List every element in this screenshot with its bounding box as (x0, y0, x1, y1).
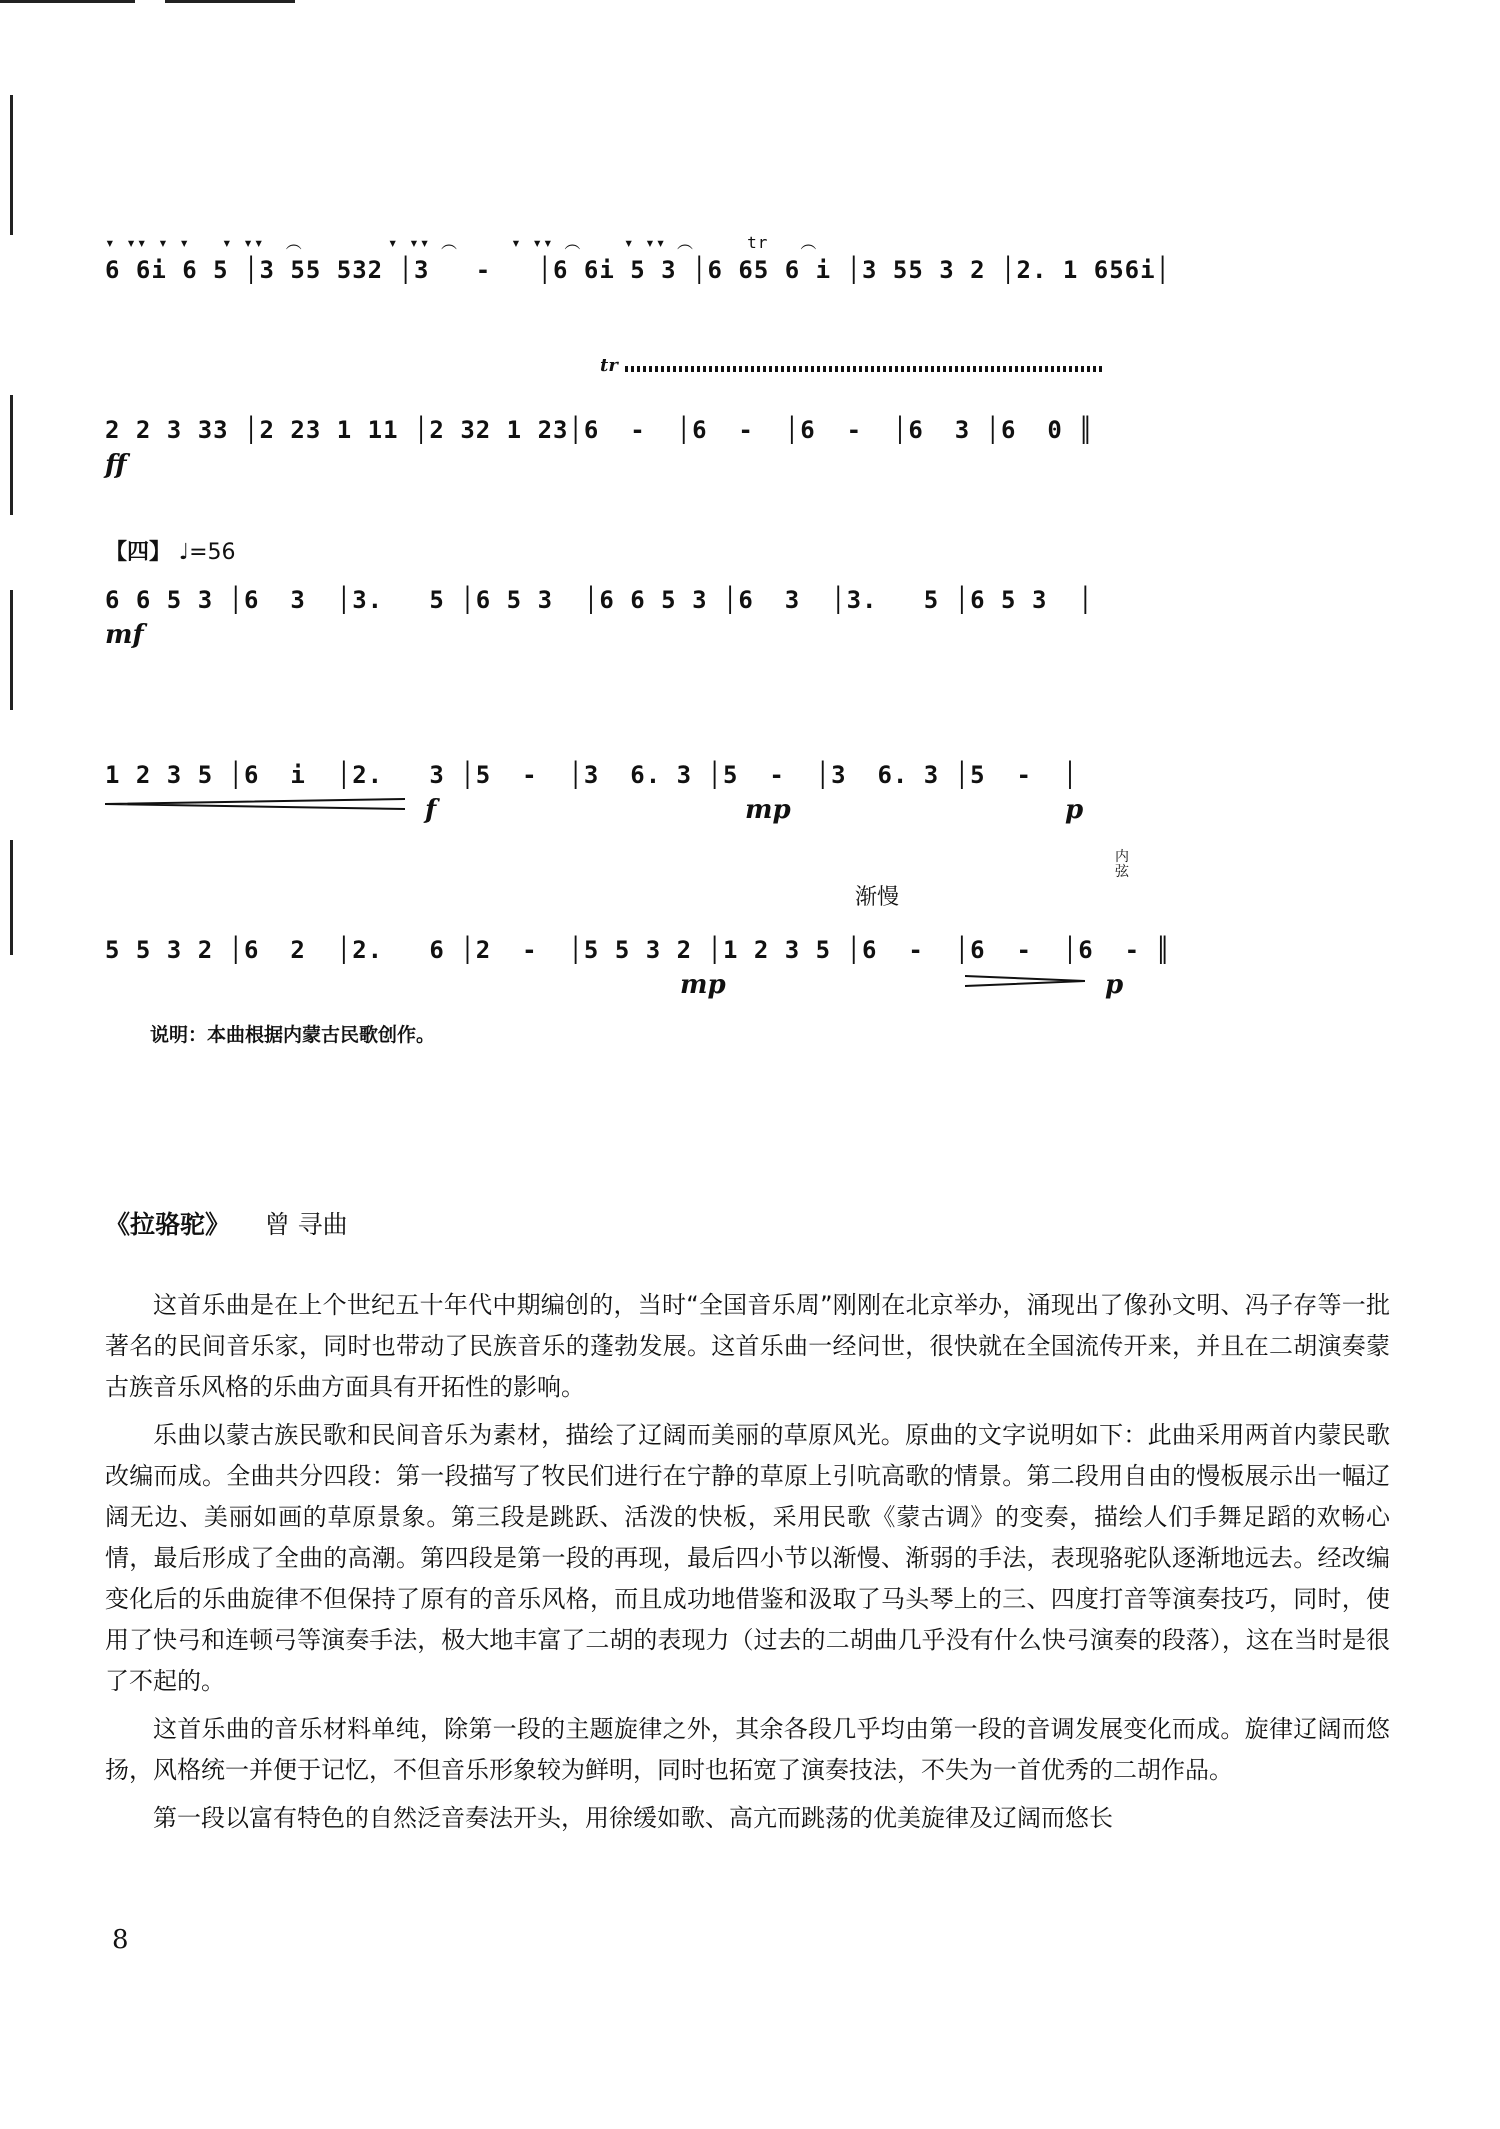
row-notes: 2 2 3 33 │2 23 1 11 │2 32 1 23│6 - │6 - │6 - │6 3 │6 0 ║ (105, 416, 1094, 444)
paragraph: 这首乐曲的音乐材料单纯，除第一段的主题旋律之外，其余各段几乎均由第一段的音调发展变化而成。旋律辽阔而悠扬，风格统一并便于记忆，不但音乐形象较为鲜明，同时也拓宽了演奏技法，不失为一首优秀的二胡作品。 (105, 1715, 1390, 1784)
score-row-1 (105, 230, 1395, 310)
trill-mark: tr (600, 355, 618, 376)
top-edge-line (0, 0, 135, 3)
score-note: 说明：本曲根据内蒙古民歌创作。 (150, 1024, 436, 1046)
paragraph: 乐曲以蒙古族民歌和民间音乐为素材，描绘了辽阔而美丽的草原风光。原曲的文字说明如下：此曲采用两首内蒙民歌改编而成。全曲共分四段：第一段描写了牧民们进行在宁静的草原上引吭高歌的情景。第二段用自由的慢板展示出一幅辽阔无边、美丽如画的草原景象。第三段是跳跃、活泼的快板，采用民歌《蒙古调》的变奏，描绘人们手舞足蹈的欢畅心情，最后形成了全曲的高潮。第四段是第一段的再现，最后四小节以渐慢、渐弱的手法，表现骆驼队逐渐地远去。经改编变化后的乐曲旋律不但保持了原有的音乐风格，而且成功地借鉴和汲取了马头琴上的三、四度打音等演奏技巧，同时，使用了快弓和连顿弓等演奏手法，极大地丰富了二胡的表现力（过去的二胡曲几乎没有什么快弓演奏的段落），这在当时是很了不起的。 (105, 1421, 1390, 1695)
score-row-5 (105, 910, 1395, 1000)
left-edge-line (10, 95, 13, 235)
dynamic-mark: mf (105, 620, 144, 650)
row-notes: 1 2 3 5 │6 i │2. 3 │5 - │3 6. 3 │5 - │3 6. 3 │5 - │ (105, 761, 1079, 789)
row-notes: 5 5 3 2 │6 2 │2. 6 │2 - │5 5 3 2 │1 2 3 5 │6 - │6 - │6 - ║ (105, 936, 1171, 964)
body-text (105, 1285, 1390, 1846)
crescendo-hairpin (105, 797, 405, 811)
score-row-4 (105, 735, 1395, 825)
dynamic-mark: f (425, 795, 437, 825)
left-edge-line (10, 590, 13, 710)
top-edge-line (165, 0, 295, 3)
row-marks: ▾ ▾▾ ▾ ▾ ▾ ▾▾ ︵ ▾ ▾▾ ︵ ▾ ▾▾ ︵ ▾ ▾▾ ︵ tr ︵ (105, 233, 818, 252)
score-row-3 (105, 560, 1395, 650)
piece-composer: 曾 寻曲 (264, 1210, 348, 1239)
score-row-2 (105, 390, 1395, 480)
left-edge-line (10, 840, 13, 955)
row-notes: 6 6 5 3 │6 3 │3. 5 │6 5 3 │6 6 5 3 │6 3 │3. 5 │6 5 3 │ (105, 586, 1094, 614)
page-number: 8 (112, 1925, 129, 1955)
dynamic-mark: ff (105, 450, 127, 480)
dynamic-mark: mp (745, 795, 791, 825)
section-label: 【四】 ♩=56 (105, 540, 236, 565)
tempo-marking: 渐慢 (855, 885, 900, 910)
inner-string-mark: 内弦 (1115, 849, 1129, 880)
paragraph: 这首乐曲是在上个世纪五十年代中期编创的，当时“全国音乐周”刚刚在北京举办，涌现出了像孙文明、冯子存等一批著名的民间音乐家，同时也带动了民族音乐的蓬勃发展。这首乐曲一经问世，很快就在全国流传开来，并且在二胡演奏蒙古族音乐风格的乐曲方面具有开拓性的影响。 (105, 1291, 1390, 1401)
dynamic-mark: p (1105, 970, 1124, 1000)
piece-title: 《拉骆驼》 (105, 1210, 231, 1239)
dynamic-mark: p (1065, 795, 1084, 825)
paragraph: 第一段以富有特色的自然泛音奏法开头，用徐缓如歌、高亢而跳荡的优美旋律及辽阔而悠长 (153, 1804, 1113, 1832)
trill-wave (625, 366, 1105, 372)
left-edge-line (10, 395, 13, 515)
row-notes: 6 6i 6 5 │3 55 532 │3 - │6 6i 5 3 │6 65 6 i │3 55 3 2 │2. 1 656i│ (105, 256, 1171, 284)
piece-heading (105, 1205, 374, 1241)
dynamic-mark: mp (680, 970, 726, 1000)
decrescendo-hairpin (965, 974, 1085, 988)
